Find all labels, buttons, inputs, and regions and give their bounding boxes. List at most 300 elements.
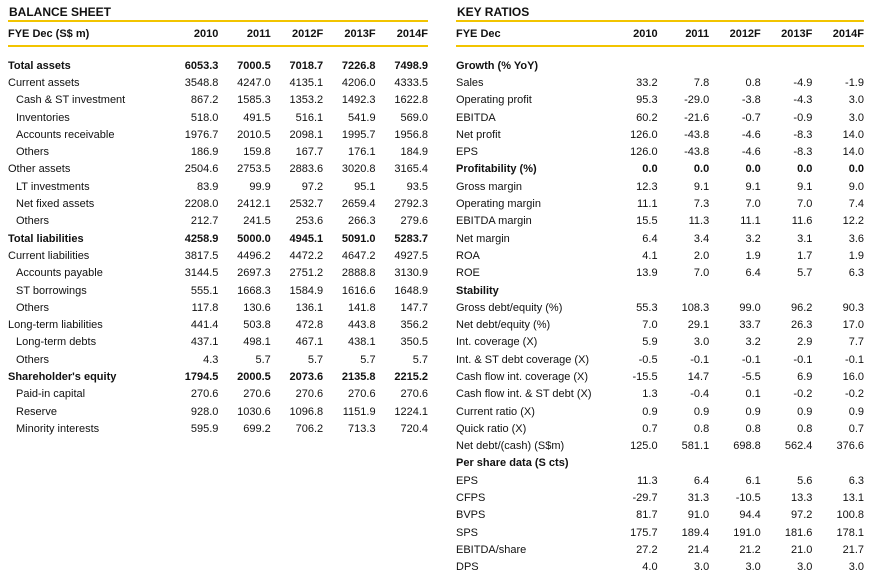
row-value: 2751.2 (289, 267, 324, 280)
row-label: Net debt/equity (%) (456, 319, 551, 332)
row-value: 1224.1 (394, 405, 428, 418)
row-label: EBITDA/share (456, 543, 527, 556)
header-year: 2014F (832, 27, 864, 40)
row-value: 3130.9 (394, 267, 428, 280)
row-label: EBITDA margin (456, 215, 532, 228)
row-label: Inventories (16, 111, 70, 124)
balance-sheet-table (8, 57, 428, 438)
row-value: 4945.1 (289, 232, 324, 245)
row-value: 0.9 (693, 405, 710, 418)
row-value (812, 57, 864, 74)
row-value: 467.1 (295, 336, 324, 349)
row-value (606, 282, 658, 299)
row-value: 136.1 (295, 301, 324, 314)
row-value: 270.6 (295, 388, 324, 401)
key-ratios-title: KEY RATIOS (456, 4, 864, 22)
row-value: 5283.7 (394, 232, 428, 245)
row-value: 437.1 (190, 336, 219, 349)
row-value: -4.6 (741, 146, 761, 159)
header-year: 2012F (729, 27, 761, 40)
row-value: 0.8 (797, 422, 813, 435)
row-value (761, 57, 813, 74)
table-row (8, 420, 428, 437)
table-row (8, 74, 428, 91)
row-label: Accounts receivable (16, 128, 115, 141)
row-value: 555.1 (190, 284, 219, 297)
header-year: 2014F (396, 27, 428, 40)
table-row (456, 195, 864, 212)
row-value: 147.7 (400, 301, 428, 314)
row-value (658, 282, 710, 299)
row-value: 2412.1 (237, 198, 271, 211)
row-value: 1353.2 (289, 94, 324, 107)
row-label: Minority interests (16, 422, 100, 435)
table-row (8, 334, 428, 351)
table-row (8, 282, 428, 299)
table-row (456, 143, 864, 160)
row-value: 91.0 (687, 509, 710, 522)
table-row (456, 438, 864, 455)
row-value: 698.8 (733, 440, 761, 453)
row-value: 0.8 (693, 422, 710, 435)
row-value: 0.0 (848, 163, 864, 176)
row-value: 212.7 (190, 215, 219, 228)
row-value: 12.3 (636, 180, 658, 193)
row-value: 1956.8 (394, 128, 428, 141)
row-value: 11.6 (791, 215, 813, 228)
row-value: 2098.1 (289, 128, 324, 141)
row-value: -4.6 (741, 128, 761, 141)
row-value: 21.7 (842, 543, 864, 556)
table-row (456, 316, 864, 333)
table-row (8, 368, 428, 385)
table-row (8, 299, 428, 316)
row-value (812, 455, 864, 472)
row-value: 100.8 (836, 509, 864, 522)
table-row (8, 351, 428, 368)
row-value: 253.6 (295, 215, 324, 228)
row-value: 7.8 (693, 76, 710, 89)
row-label: EBITDA (456, 111, 496, 124)
table-row (8, 57, 428, 74)
row-value: 350.5 (400, 336, 428, 349)
table-row (8, 143, 428, 160)
row-label: Gross debt/equity (%) (456, 301, 563, 314)
row-value: 6.4 (745, 267, 761, 280)
row-value: -4.9 (793, 76, 813, 89)
row-value: 9.1 (797, 180, 813, 193)
table-row (8, 230, 428, 247)
header-year: 2013F (781, 27, 813, 40)
row-label: BVPS (456, 509, 486, 522)
row-value: 0.1 (745, 388, 761, 401)
row-value: 1995.7 (341, 128, 376, 141)
row-value: 569.0 (400, 111, 428, 124)
row-value: 595.9 (190, 422, 219, 435)
row-value: 175.7 (630, 526, 658, 539)
row-value: 3.0 (848, 561, 864, 574)
row-value: 356.2 (400, 319, 428, 332)
row-value: 1.3 (642, 388, 658, 401)
row-label: Growth (% YoY) (456, 59, 539, 72)
row-value: 7.0 (745, 198, 761, 211)
row-value: 3.2 (745, 336, 761, 349)
row-label: ST borrowings (16, 284, 87, 297)
row-value: 0.8 (745, 76, 761, 89)
row-value: 4333.5 (394, 76, 428, 89)
row-value: 270.6 (348, 388, 376, 401)
table-row (456, 507, 864, 524)
table-row (456, 126, 864, 143)
row-value: 2000.5 (237, 370, 271, 383)
row-label: Total assets (8, 59, 71, 72)
row-value: 720.4 (400, 422, 428, 435)
table-row (456, 489, 864, 506)
row-value: -0.2 (845, 388, 864, 401)
row-value (606, 455, 658, 472)
row-value: 117.8 (191, 301, 219, 314)
row-value: 7226.8 (341, 59, 376, 72)
row-label: Gross margin (456, 180, 523, 193)
row-value: 2215.2 (394, 370, 428, 383)
row-value: 3.0 (848, 94, 864, 107)
row-value: 2.0 (693, 249, 710, 262)
row-value: 498.1 (243, 336, 271, 349)
table-row (8, 316, 428, 333)
row-value (761, 282, 813, 299)
row-value: 472.8 (295, 319, 324, 332)
row-value: 5091.0 (341, 232, 376, 245)
row-value: 33.7 (739, 319, 761, 332)
row-value: -1.9 (845, 76, 864, 89)
row-label: CFPS (456, 492, 486, 505)
balance-sheet-panel (8, 4, 428, 438)
row-label: Other assets (8, 163, 71, 176)
table-row (456, 524, 864, 541)
row-value: 93.5 (406, 180, 428, 193)
row-value: 3.6 (848, 232, 864, 245)
row-value: 29.1 (687, 319, 710, 332)
row-value: 184.9 (400, 146, 428, 159)
row-value: 12.2 (842, 215, 864, 228)
row-value: 2135.8 (341, 370, 376, 383)
table-row (8, 92, 428, 109)
row-value: 541.9 (348, 111, 376, 124)
row-value: 7000.5 (237, 59, 271, 72)
table-row (456, 368, 864, 385)
row-value: 713.3 (348, 422, 376, 435)
row-value: 270.6 (243, 388, 271, 401)
row-value: 125.0 (630, 440, 658, 453)
table-row (456, 559, 864, 576)
row-value: 3.0 (797, 561, 813, 574)
row-label: Int. & ST debt coverage (X) (456, 353, 590, 366)
row-value: 7.3 (693, 198, 710, 211)
row-value: 241.5 (243, 215, 271, 228)
row-value: 2888.8 (341, 267, 376, 280)
row-label: Profitability (%) (456, 163, 537, 176)
row-value: 9.1 (745, 180, 761, 193)
row-value: 1096.8 (289, 405, 324, 418)
row-value: 0.0 (797, 163, 813, 176)
table-row (8, 247, 428, 264)
row-label: Accounts payable (16, 267, 103, 280)
row-value: -0.1 (845, 353, 864, 366)
row-value: 60.2 (636, 111, 658, 124)
row-value: 141.8 (348, 301, 376, 314)
row-value: 159.8 (243, 146, 271, 159)
row-label: Current ratio (X) (456, 405, 535, 418)
row-label: Net fixed assets (16, 198, 95, 211)
row-value: 0.0 (745, 163, 761, 176)
row-value: 13.9 (636, 267, 658, 280)
row-value: -0.9 (793, 111, 813, 124)
row-value: 6.4 (642, 232, 658, 245)
row-value: -0.5 (638, 353, 658, 366)
table-row (456, 161, 864, 178)
row-label: ROE (456, 267, 480, 280)
row-value: 0.0 (693, 163, 710, 176)
row-value: 21.4 (687, 543, 710, 556)
row-value: 4496.2 (237, 249, 271, 262)
row-value: 83.9 (196, 180, 219, 193)
row-value: 4.3 (203, 353, 219, 366)
header-year: 2012F (291, 27, 324, 40)
row-value: 4135.1 (289, 76, 324, 89)
row-value: 2208.0 (184, 198, 219, 211)
row-label: Long-term liabilities (8, 319, 103, 332)
row-value: 95.1 (354, 180, 376, 193)
row-value: 9.1 (693, 180, 710, 193)
table-row (456, 74, 864, 91)
row-value: 2504.6 (184, 163, 219, 176)
row-label: Paid-in capital (16, 388, 86, 401)
row-value: 55.3 (636, 301, 658, 314)
row-value: 96.2 (790, 301, 813, 314)
row-value: 279.6 (400, 215, 428, 228)
row-value: 13.3 (790, 492, 813, 505)
row-value: 5.7 (255, 353, 271, 366)
row-label: Sales (456, 76, 484, 89)
row-value: 2532.7 (289, 198, 324, 211)
table-row (8, 213, 428, 230)
table-row (456, 178, 864, 195)
row-value: 441.4 (190, 319, 219, 332)
header-year: 2011 (246, 27, 271, 40)
row-value: 13.1 (842, 492, 864, 505)
row-value: -3.8 (741, 94, 761, 107)
row-value: -0.1 (690, 353, 710, 366)
row-value: 0.7 (848, 422, 864, 435)
row-value: 1492.3 (341, 94, 376, 107)
row-value: 4927.5 (394, 249, 428, 262)
row-value: 1151.9 (342, 405, 376, 418)
row-value: 16.0 (842, 370, 864, 383)
key-ratios-header (456, 22, 864, 47)
row-value: 9.0 (848, 180, 864, 193)
row-label: Current assets (8, 76, 80, 89)
row-value: 266.3 (348, 215, 376, 228)
row-value: 97.2 (790, 509, 813, 522)
row-value: 14.0 (842, 146, 864, 159)
row-label: Net margin (456, 232, 510, 245)
row-label: Long-term debts (16, 336, 97, 349)
row-value (658, 57, 710, 74)
row-value: 4472.2 (289, 249, 324, 262)
balance-sheet-header (8, 22, 428, 47)
row-value: -43.8 (684, 146, 710, 159)
row-value: 97.2 (301, 180, 324, 193)
row-label: Others (16, 353, 50, 366)
row-value: 186.9 (190, 146, 219, 159)
row-value: -29.0 (684, 94, 710, 107)
row-value: 0.9 (642, 405, 658, 418)
row-value: 699.2 (243, 422, 271, 435)
row-value: 7498.9 (394, 59, 428, 72)
row-value: 130.6 (243, 301, 271, 314)
row-value: -0.1 (741, 353, 761, 366)
row-value: -8.3 (793, 146, 813, 159)
row-label: Cash & ST investment (16, 94, 126, 107)
row-label: Current liabilities (8, 249, 90, 262)
row-label: Quick ratio (X) (456, 422, 527, 435)
row-value: -29.7 (632, 492, 658, 505)
row-value: 1616.6 (341, 284, 376, 297)
row-label: Operating margin (456, 198, 541, 211)
row-value: 4206.0 (341, 76, 376, 89)
row-value: 191.0 (733, 526, 761, 539)
row-value: 7018.7 (289, 59, 324, 72)
header-label: FYE Dec (S$ m) (8, 27, 90, 40)
row-value: 0.9 (797, 405, 813, 418)
row-value: 7.0 (797, 198, 813, 211)
row-value: 14.0 (842, 128, 864, 141)
row-value: 706.2 (295, 422, 324, 435)
row-label: EPS (456, 146, 479, 159)
row-value: 21.0 (790, 543, 813, 556)
header-year: 2010 (193, 27, 219, 40)
row-value: 0.7 (642, 422, 658, 435)
table-row (456, 247, 864, 264)
row-value: 516.1 (295, 111, 324, 124)
row-label: Shareholder's equity (8, 370, 117, 383)
row-value: 1585.3 (237, 94, 271, 107)
row-label: Reserve (16, 405, 57, 418)
row-value: 189.4 (681, 526, 710, 539)
row-value: 3.0 (848, 111, 864, 124)
row-value: 3.0 (745, 561, 761, 574)
table-row (8, 126, 428, 143)
table-row (456, 109, 864, 126)
header-label: FYE Dec (456, 27, 501, 40)
row-value: 2.9 (797, 336, 813, 349)
row-value: 95.3 (636, 94, 658, 107)
table-row (8, 403, 428, 420)
row-value: 2659.4 (341, 198, 376, 211)
row-label: Others (16, 146, 50, 159)
row-value: 14.7 (687, 370, 710, 383)
row-value: 5.7 (797, 267, 813, 280)
row-value: 178.1 (836, 526, 864, 539)
row-value: 5.7 (360, 353, 376, 366)
row-value: 1648.9 (394, 284, 428, 297)
row-label: Cash flow int. & ST debt (X) (456, 388, 592, 401)
row-value: 5.6 (797, 474, 813, 487)
row-value (761, 455, 813, 472)
row-value: 0.9 (848, 405, 864, 418)
row-value: -10.5 (735, 492, 761, 505)
row-value: -15.5 (632, 370, 658, 383)
row-value: 7.4 (848, 198, 864, 211)
row-value: 443.8 (348, 319, 376, 332)
table-row (456, 213, 864, 230)
row-value: 11.3 (688, 215, 710, 228)
row-label: Cash flow int. coverage (X) (456, 370, 589, 383)
table-row (456, 57, 864, 74)
row-value: 108.3 (681, 301, 710, 314)
row-value: 0.0 (642, 163, 658, 176)
row-value: 4.0 (642, 561, 658, 574)
row-label: Int. coverage (X) (456, 336, 538, 349)
row-value (812, 282, 864, 299)
row-value: 3817.5 (184, 249, 219, 262)
row-value (709, 455, 761, 472)
row-value: 518.0 (190, 111, 219, 124)
table-row (456, 265, 864, 282)
row-label: Total liabilities (8, 232, 84, 245)
row-value (709, 57, 761, 74)
table-row (456, 455, 864, 472)
row-value: 99.9 (249, 180, 271, 193)
row-value: 562.4 (784, 440, 813, 453)
row-value: 1.7 (797, 249, 813, 262)
header-year: 2011 (685, 27, 710, 40)
row-value: 27.2 (636, 543, 658, 556)
row-value (658, 455, 710, 472)
row-value: 5000.0 (237, 232, 271, 245)
row-label: Others (16, 301, 50, 314)
key-ratios-table (456, 57, 864, 576)
row-value: 81.7 (636, 509, 658, 522)
row-value: 11.3 (637, 474, 658, 487)
row-value (709, 282, 761, 299)
row-value: 21.2 (739, 543, 761, 556)
row-value: 6.4 (693, 474, 710, 487)
table-row (8, 386, 428, 403)
row-value: -4.3 (793, 94, 813, 107)
row-label: EPS (456, 474, 479, 487)
row-value: 438.1 (348, 336, 376, 349)
table-row (456, 299, 864, 316)
row-value: 3.1 (797, 232, 813, 245)
row-value: 3020.8 (341, 163, 376, 176)
table-row (456, 351, 864, 368)
row-value: 581.1 (681, 440, 710, 453)
row-value: 7.0 (693, 267, 710, 280)
row-value: 1030.6 (237, 405, 271, 418)
row-value: -5.5 (741, 370, 761, 383)
row-value: 94.4 (739, 509, 761, 522)
row-value: 1794.5 (184, 370, 219, 383)
row-value: 1.9 (745, 249, 761, 262)
row-value: 31.3 (687, 492, 710, 505)
row-value: 2792.3 (394, 198, 428, 211)
row-value: 7.0 (642, 319, 658, 332)
table-row (456, 403, 864, 420)
row-value: 4.1 (642, 249, 658, 262)
row-label: Net debt/(cash) (S$m) (456, 440, 565, 453)
row-label: DPS (456, 561, 479, 574)
